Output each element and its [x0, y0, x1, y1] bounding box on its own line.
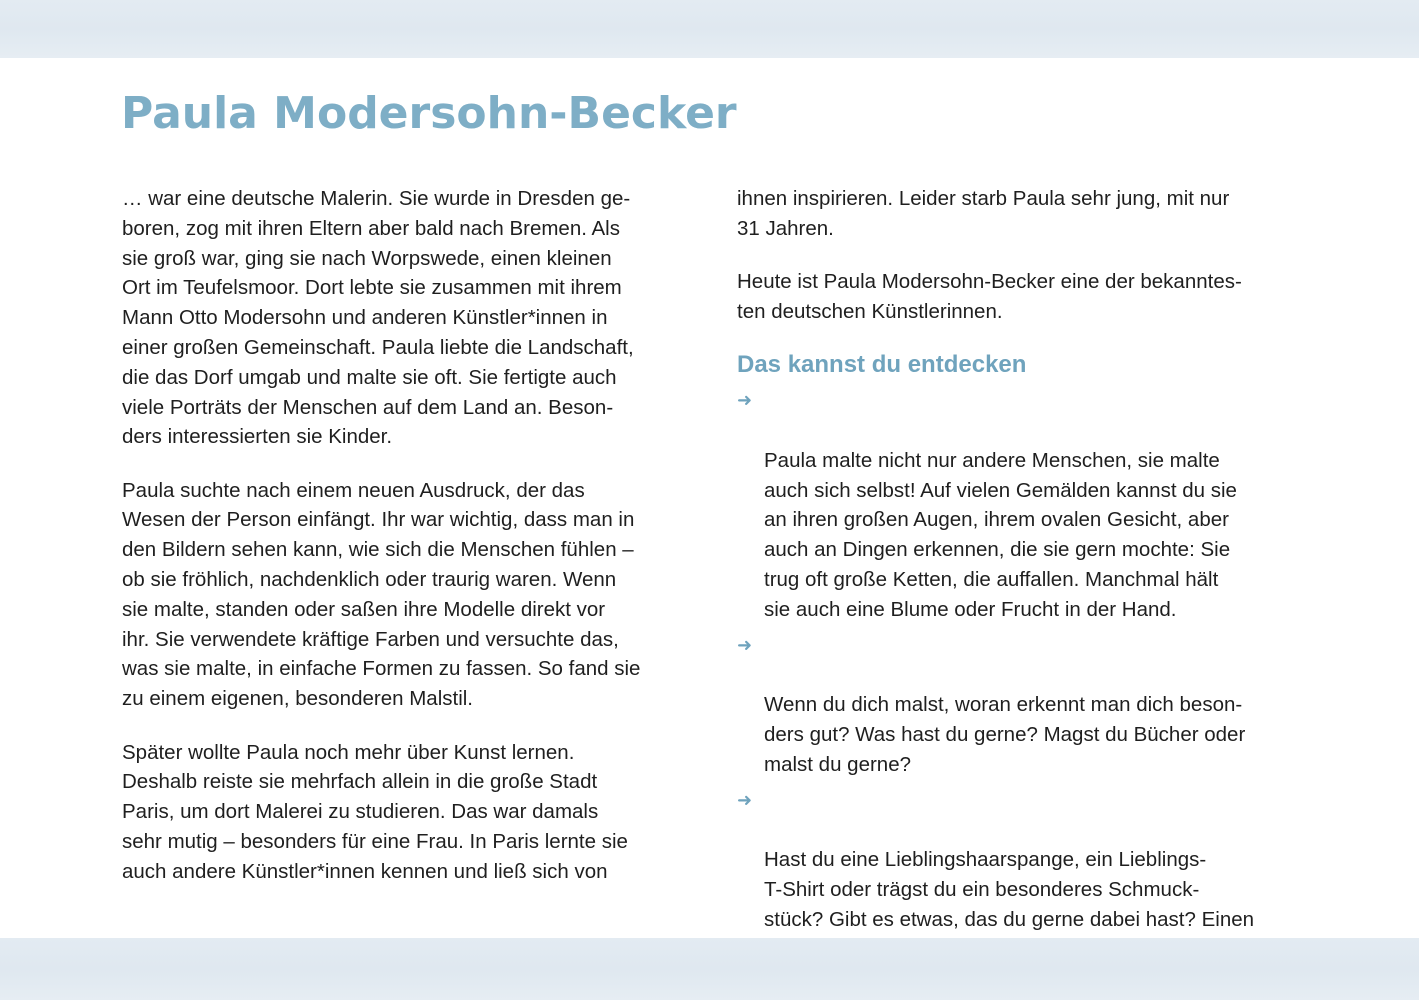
discovery-list	[737, 386, 1297, 994]
list-item-text: Hast du eine Lieblingshaarspange, ein Lieblings- T-Shirt oder trägst du ein besonderes Schmuck- stück? Gibt es etwas, das du gerne dabei hast? Einen	[764, 848, 1255, 931]
bottom-background-band	[0, 938, 1419, 1000]
list-item-text: Wenn du dich malst, woran erkennt man dich beson- ders gut? Was hast du gerne? Magst du Bücher oder malst du gerne?	[764, 693, 1246, 776]
paragraph-style: Paula suchte nach einem neuen Ausdruck, der das Wesen der Person einfängt. Ihr war wichtig, dass man in den Bildern sehen kann, wie sich die Menschen fühlen – ob sie fröhlich, nachdenklich oder traurig waren. Wenn sie malte, standen oder saßen ihre Modelle direkt vor ihr. Sie verwendete kräftige Farben und versuchte das, was sie malte, in einfache Formen zu fassen. So fand sie zu einem eigenen, besonderen Malstil.	[122, 478, 641, 711]
list-item-text: Paula malte nicht nur andere Menschen, sie malte auch sich selbst! Auf vielen Gemälden kannst du sie an ihren großen Augen, ihrem ovalen Gesicht, aber auch an Dingen erkennen, die sie gern mochte: Sie trug oft große Ketten, die auffallen. Manchmal hält sie auch eine Blume oder Frucht in der Hand.	[764, 448, 1237, 621]
arrow-right-icon: ➜	[737, 634, 753, 656]
paragraph-legacy: Heute ist Paula Modersohn-Becker eine der bekanntes- ten deutschen Künstlerinnen.	[737, 270, 1242, 323]
list-item	[737, 386, 1297, 624]
right-column	[737, 184, 1297, 1000]
paragraph-paris: Später wollte Paula noch mehr über Kunst lernen. Deshalb reiste sie mehrfach allein in die große Stadt Paris, um dort Malerei zu studieren. Das war damals sehr mutig – besonders für eine Frau. In Paris lernte sie auch andere Künstler*innen kennen und ließ sich von	[122, 740, 628, 883]
top-background-band	[0, 0, 1419, 58]
section-heading: Das kannst du entdecken	[737, 351, 1027, 379]
arrow-right-icon: ➜	[737, 789, 753, 811]
document-page	[0, 58, 1419, 938]
arrow-right-icon: ➜	[737, 390, 753, 412]
paragraph-intro: … war eine deutsche Malerin. Sie wurde in Dresden ge- boren, zog mit ihren Eltern aber bald nach Bremen. Als sie groß war, ging sie nach Worpswede, einen kleinen Ort im Teufelsmoor. Dort lebte sie zusammen mit ihrem Mann Otto Modersohn und anderen Künstler*innen in einer großen Gemeinschaft. Paula liebte die Landschaft, die das Dorf umgab und malte sie oft. Sie fertigte auch viele Porträts der Menschen auf dem Land an. Beson- ders interessierten sie Kinder.	[122, 187, 634, 449]
page-title: Paula Modersohn-Becker	[121, 88, 737, 139]
list-item	[737, 631, 1297, 780]
left-column	[122, 184, 688, 910]
paragraph-paris-continued: ihnen inspirieren. Leider starb Paula sehr jung, mit nur 31 Jahren.	[737, 187, 1230, 240]
